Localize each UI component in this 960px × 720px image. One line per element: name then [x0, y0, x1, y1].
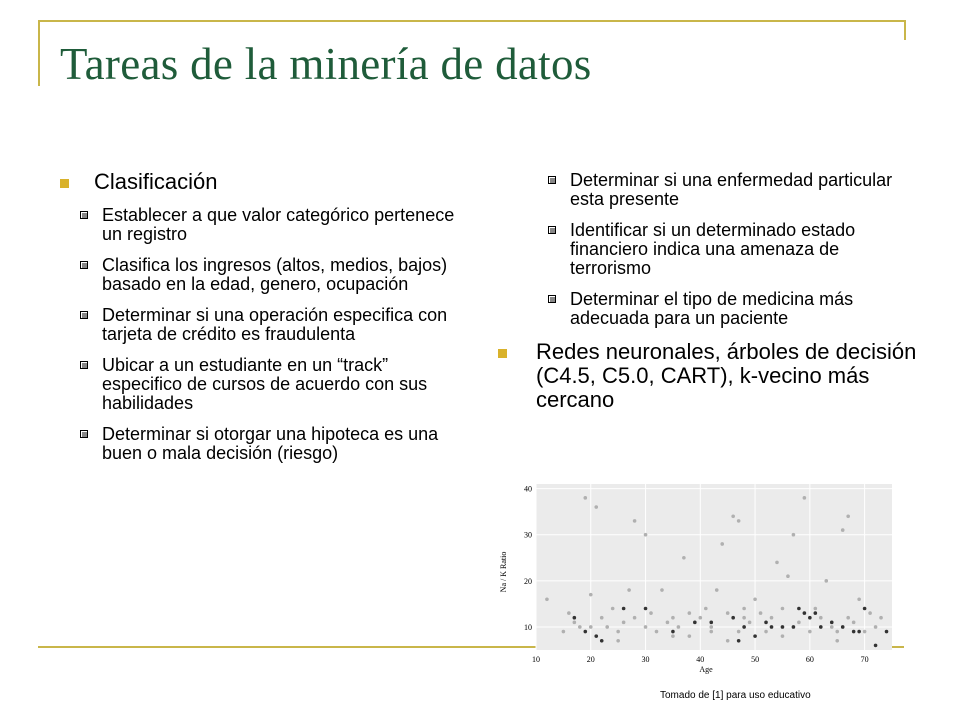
data-point-light [545, 597, 549, 601]
data-point-dark [753, 634, 757, 638]
sub-item-text: Determinar si una operación especifica con tarjeta de crédito es fraudulenta [102, 305, 448, 344]
data-point-light [671, 634, 675, 638]
sub-item [60, 256, 460, 294]
x-tick-label: 10 [532, 655, 540, 664]
data-point-light [633, 616, 637, 620]
data-point-light [644, 625, 648, 629]
data-point-light [616, 639, 620, 643]
data-point-dark [731, 616, 735, 620]
hollow-square-bullet-icon [548, 176, 556, 184]
data-point-light [846, 616, 850, 620]
sub-item-text: Establecer a que valor categórico pertenece un registro [102, 205, 455, 244]
right-column [528, 171, 918, 424]
data-point-dark [797, 607, 801, 611]
data-point-light [857, 597, 861, 601]
x-tick-label: 70 [860, 655, 869, 664]
x-tick-label: 50 [751, 655, 760, 664]
sub-item [528, 171, 918, 209]
data-point-light [589, 625, 593, 629]
y-tick-label: 40 [524, 484, 532, 494]
data-point-light [852, 621, 856, 625]
data-point-dark [709, 621, 713, 625]
data-point-dark [770, 625, 774, 629]
hollow-square-bullet-icon [80, 361, 88, 369]
data-point-light [846, 514, 850, 518]
x-axis-label: Age [699, 665, 713, 674]
data-point-light [682, 556, 686, 560]
data-point-light [649, 611, 653, 615]
data-point-dark [814, 611, 818, 615]
data-point-dark [622, 607, 626, 611]
data-point-light [764, 630, 768, 634]
hollow-square-bullet-icon [80, 261, 88, 269]
data-point-light [573, 621, 577, 625]
data-point-light [835, 630, 839, 634]
plot-background [536, 484, 892, 650]
data-point-light [824, 579, 828, 583]
data-point-dark [885, 630, 889, 634]
data-point-dark [874, 644, 878, 648]
data-point-light [770, 616, 774, 620]
data-point-light [562, 630, 566, 634]
data-point-light [808, 630, 812, 634]
sub-item-text: Determinar el tipo de medicina más adecuada para un paciente [570, 289, 854, 328]
data-point-dark [644, 607, 648, 611]
data-point-light [792, 533, 796, 537]
data-point-light [742, 607, 746, 611]
data-point-light [644, 533, 648, 537]
data-point-dark [841, 625, 845, 629]
data-point-light [666, 621, 670, 625]
data-point-light [726, 639, 730, 643]
data-point-dark [803, 611, 807, 615]
data-point-light [600, 616, 604, 620]
data-point-dark [737, 639, 741, 643]
y-tick-label: 10 [524, 622, 532, 632]
top-decorative-line [38, 20, 904, 22]
data-point-dark [781, 625, 785, 629]
data-point-dark [671, 630, 675, 634]
data-point-light [803, 496, 807, 500]
x-tick-label: 20 [586, 655, 595, 664]
heading-text: Clasificación [94, 169, 218, 194]
data-point-light [786, 574, 790, 578]
data-point-light [742, 616, 746, 620]
data-point-light [704, 607, 708, 611]
heading-text: Redes neuronales, árboles de decisión (C4.5, C5.0, CART), k-vecino más cercano [536, 339, 917, 412]
data-point-light [720, 542, 724, 546]
sub-item-text: Ubicar a un estudiante en un “track” especifico de cursos de acuerdo con sus habilidades [102, 355, 428, 413]
data-point-light [737, 519, 741, 523]
data-point-dark [583, 630, 587, 634]
x-tick-label: 60 [805, 655, 814, 664]
sub-item [60, 356, 460, 413]
data-point-light [830, 625, 834, 629]
y-tick-label: 20 [524, 576, 532, 586]
data-point-dark [830, 621, 834, 625]
hollow-square-bullet-icon [548, 295, 556, 303]
data-point-light [874, 625, 878, 629]
data-point-dark [573, 616, 577, 620]
square-bullet-icon [60, 179, 69, 188]
data-point-dark [594, 634, 598, 638]
hollow-square-bullet-icon [80, 430, 88, 438]
left-column [60, 170, 460, 475]
data-point-light [709, 625, 713, 629]
data-point-light [633, 519, 637, 523]
data-point-light [841, 528, 845, 532]
data-point-light [699, 616, 703, 620]
sub-item [60, 425, 460, 463]
data-point-dark [863, 607, 867, 611]
data-point-light [677, 625, 681, 629]
data-point-dark [764, 621, 768, 625]
hollow-square-bullet-icon [80, 211, 88, 219]
data-point-light [709, 630, 713, 634]
data-point-dark [792, 625, 796, 629]
sub-item [528, 290, 918, 328]
data-point-light [589, 593, 593, 597]
data-point-dark [819, 625, 823, 629]
x-tick-label: 30 [641, 655, 650, 664]
data-point-light [748, 621, 752, 625]
data-point-light [605, 625, 609, 629]
data-point-light [616, 630, 620, 634]
data-point-light [753, 597, 757, 601]
scatter-plot [494, 476, 898, 676]
sub-item-text: Identificar si un determinado estado financiero indica una amenaza de terrorismo [570, 220, 856, 278]
data-point-light [814, 607, 818, 611]
data-point-light [731, 514, 735, 518]
data-point-dark [852, 630, 856, 634]
data-point-light [583, 496, 587, 500]
data-point-light [715, 588, 719, 592]
data-point-light [726, 611, 730, 615]
data-point-dark [742, 625, 746, 629]
data-point-light [775, 561, 779, 565]
right-decorative-line [904, 20, 906, 40]
sub-item [60, 306, 460, 344]
data-point-light [781, 607, 785, 611]
data-point-dark [857, 630, 861, 634]
left-decorative-line [38, 20, 40, 86]
data-point-light [594, 505, 598, 509]
data-point-dark [808, 616, 812, 620]
data-point-light [627, 588, 631, 592]
hollow-square-bullet-icon [548, 226, 556, 234]
data-point-light [622, 621, 626, 625]
data-point-light [835, 639, 839, 643]
data-point-light [863, 630, 867, 634]
data-point-light [819, 616, 823, 620]
data-point-light [781, 634, 785, 638]
data-point-light [578, 625, 582, 629]
data-point-light [611, 607, 615, 611]
data-point-light [671, 616, 675, 620]
data-point-light [737, 630, 741, 634]
square-bullet-icon [498, 349, 507, 358]
sub-item [528, 221, 918, 278]
level1-item-clasificacion [60, 170, 460, 194]
data-point-light [688, 611, 692, 615]
data-point-light [797, 621, 801, 625]
level1-item-redes [498, 340, 918, 412]
data-point-dark [600, 639, 604, 643]
sub-item-text: Determinar si una enfermedad particular esta presente [570, 170, 893, 209]
data-point-light [567, 611, 571, 615]
sub-item-text: Determinar si otorgar una hipoteca es una buen o mala decisión (riesgo) [102, 424, 439, 463]
data-point-light [759, 611, 763, 615]
y-tick-label: 30 [524, 530, 532, 540]
image-caption: Tomado de [1] para uso educativo [660, 690, 811, 701]
sub-item-text: Clasifica los ingresos (altos, medios, bajos) basado en la edad, genero, ocupación [102, 255, 448, 294]
data-point-dark [693, 621, 697, 625]
hollow-square-bullet-icon [80, 311, 88, 319]
data-point-light [655, 630, 659, 634]
slide-title: Tareas de la minería de datos [60, 39, 592, 89]
x-tick-label: 40 [696, 655, 705, 664]
data-point-light [868, 611, 872, 615]
y-axis-label: Na / K Ratio [499, 551, 508, 593]
data-point-light [688, 634, 692, 638]
sub-item [60, 206, 460, 244]
data-point-light [660, 588, 664, 592]
data-point-light [879, 616, 883, 620]
